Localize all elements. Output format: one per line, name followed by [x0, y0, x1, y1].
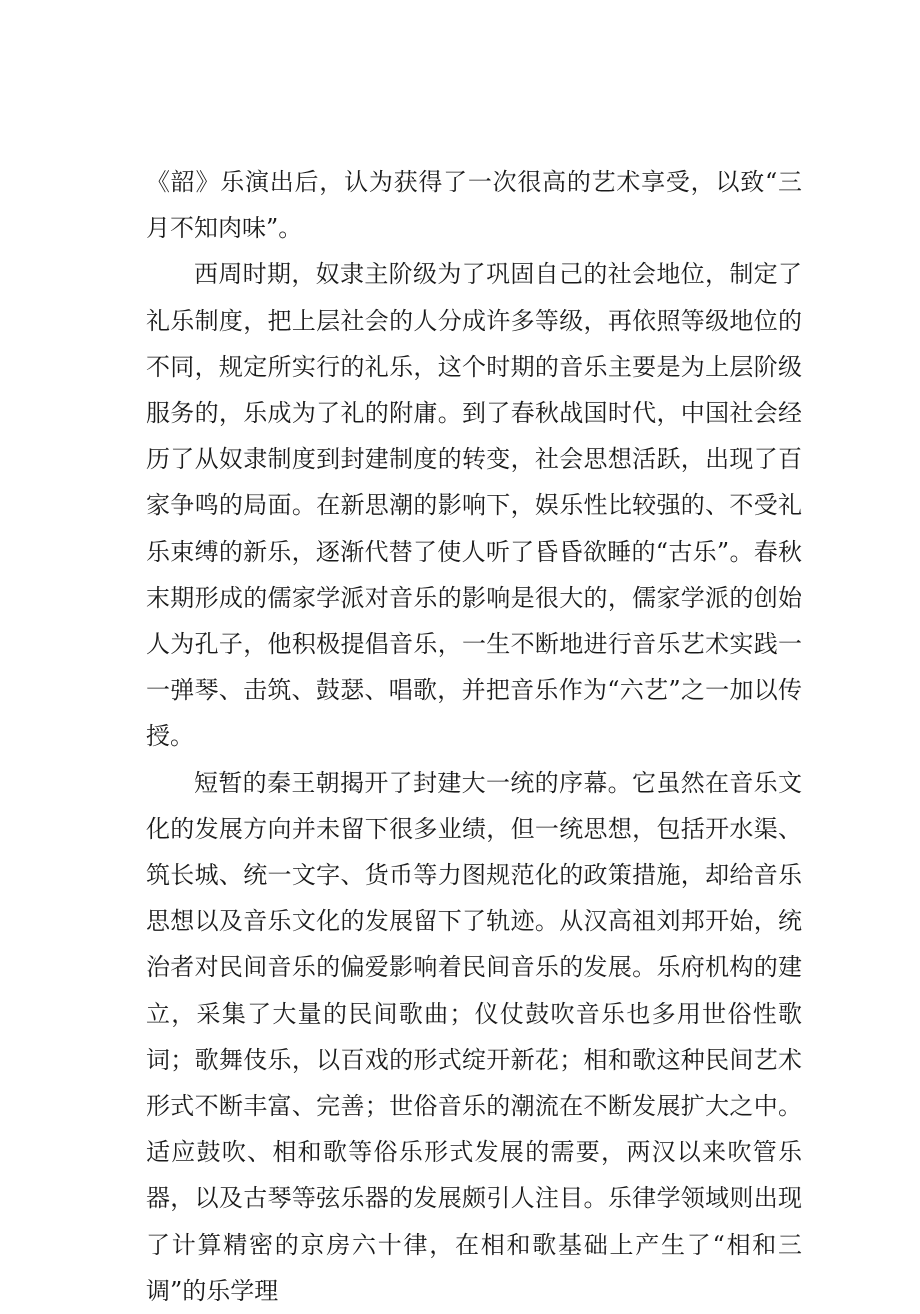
paragraph-2: 西周时期，奴隶主阶级为了巩固自己的社会地位，制定了礼乐制度，把上层社会的人分成许多等级，再依照等级地位的不同，规定所实行的礼乐，这个时期的音乐主要是为上层阶级服务的，乐成为了礼的附庸。到了春秋战国时代，中国社会经历了从奴隶制度到封建制度的转变，社会思想活跃，出现了百家争鸣的局面。在新思潮的影响下，娱乐性比较强的、不受礼乐束缚的新乐，逐渐代替了使人听了昏昏欲睡的“古乐”。春秋末期形成的儒家学派对音乐的影响是很大的，儒家学派的创始人为孔子，他积极提倡音乐，一生不断地进行音乐艺术实践一一弹琴、击筑、鼓瑟、唱歌，并把音乐作为“六艺”之一加以传授。: [146, 260, 802, 751]
paragraph-1: 《韶》乐演出后，认为获得了一次很高的艺术享受，以致“三月不知肉味”。: [146, 168, 802, 243]
body-text: [146, 159, 802, 1314]
paragraph-3: 短暂的秦王朝揭开了封建大一统的序幕。它虽然在音乐文化的发展方向并未留下很多业绩，但一统思想，包括开水渠、筑长城、统一文字、货币等力图规范化的政策措施，却给音乐思想以及音乐文化的发展留下了轨迹。从汉高祖刘邦开始，统治者对民间音乐的偏爱影响着民间音乐的发展。乐府机构的建立，采集了大量的民间歌曲；仪仗鼓吹音乐也多用世俗性歌词；歌舞伎乐，以百戏的形式绽开新花；相和歌这种民间艺术形式不断丰富、完善；世俗音乐的潮流在不断发展扩大之中。适应鼓吹、相和歌等俗乐形式发展的需要，两汉以来吹管乐器，以及古琴等弦乐器的发展颇引人注目。乐律学领域则出现了计算精密的京房六十律，在相和歌基础上产生了“相和三调”的乐学理: [146, 768, 802, 1305]
